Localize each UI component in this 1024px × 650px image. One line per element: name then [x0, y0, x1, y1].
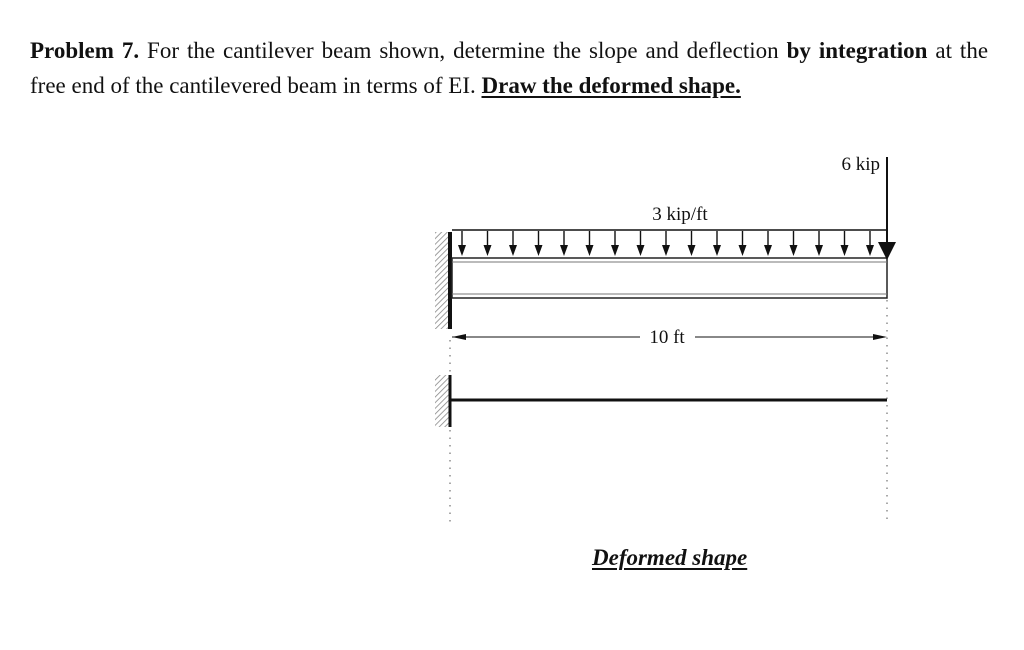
draw-deformed-instruction: Draw the deformed shape.: [481, 73, 741, 98]
load-arrow: [866, 231, 874, 256]
load-arrow: [586, 231, 594, 256]
distributed-load-label: 3 kip/ft: [652, 204, 708, 225]
load-arrow: [560, 231, 568, 256]
load-arrow: [611, 231, 619, 256]
fixed-support-wall: [435, 232, 450, 329]
load-arrow: [535, 231, 543, 256]
load-arrow: [688, 231, 696, 256]
cantilever-beam: [452, 258, 887, 298]
load-arrow: [790, 231, 798, 256]
load-arrow: [662, 231, 670, 256]
span-label: 10 ft: [649, 327, 685, 348]
problem-text-2: at the free end of the cantilevered beam in terms of EI.: [30, 38, 989, 98]
point-load-arrow: [878, 157, 896, 260]
load-arrow: [739, 231, 747, 256]
distributed-load-arrows: [458, 231, 874, 256]
load-arrow: [509, 231, 517, 256]
problem-label: Problem 7.: [30, 38, 140, 63]
load-arrow: [713, 231, 721, 256]
problem-text-1: For the cantilever beam shown, determine the slope and deflection: [147, 38, 779, 63]
deformed-shape-support: [435, 375, 450, 427]
point-load-label: 6 kip: [841, 154, 880, 175]
distributed-load: [452, 230, 887, 256]
load-arrow: [815, 231, 823, 256]
load-arrow: [458, 231, 466, 256]
load-arrow: [637, 231, 645, 256]
load-arrow: [484, 231, 492, 256]
by-integration-emphasis: by integration: [786, 38, 928, 63]
deformed-shape-caption: Deformed shape: [592, 545, 748, 570]
load-arrow: [764, 231, 772, 256]
load-arrow: [841, 231, 849, 256]
